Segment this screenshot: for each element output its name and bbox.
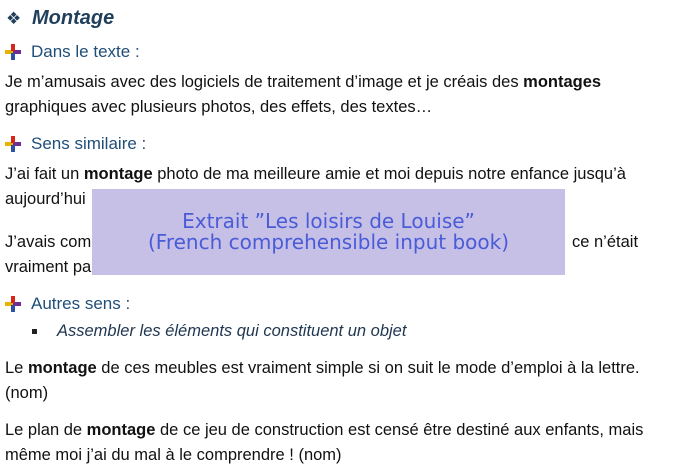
colored-plus-bullet-icon bbox=[5, 44, 22, 60]
square-bullet-icon bbox=[32, 329, 37, 334]
section-heading-label: Sens similaire : bbox=[31, 134, 147, 153]
text-line: J’ai fait un montage photo de ma meilleure amie et moi depuis notre enfance jusqu’à bbox=[5, 165, 626, 183]
text-line: J’avais com bbox=[5, 233, 92, 251]
colored-plus-bullet-icon bbox=[5, 136, 22, 152]
text-line: (nom) bbox=[5, 384, 49, 402]
text-line: même moi j’ai du mal à le comprendre ! (nom) bbox=[5, 446, 342, 464]
section-heading-sens-similaire bbox=[5, 134, 146, 154]
excerpt-overlay-box bbox=[92, 189, 565, 275]
section-heading-dans-le-texte bbox=[5, 42, 140, 62]
title-row bbox=[6, 7, 114, 30]
definition-item bbox=[32, 322, 406, 341]
text-line: vraiment pa bbox=[5, 258, 92, 276]
overlay-line-1: Extrait ”Les loisirs de Louise” bbox=[182, 209, 475, 233]
section-heading-label: Autres sens : bbox=[31, 294, 131, 313]
page-title: Montage bbox=[32, 7, 115, 29]
text-line: Le montage de ces meubles est vraiment simple si on suit le mode d’emploi à la lettre. bbox=[5, 359, 640, 377]
colored-plus-bullet-icon bbox=[5, 296, 22, 312]
text-line: graphiques avec plusieurs photos, des effets, des textes… bbox=[5, 98, 433, 116]
text-line: aujourd’hui bbox=[5, 190, 86, 208]
text-line: Le plan de montage de ce jeu de construction est censé être destiné aux enfants, mais bbox=[5, 421, 644, 439]
overlay-line-2: (French comprehensible input book) bbox=[147, 230, 510, 254]
definition-text: Assembler les éléments qui constituent un objet bbox=[57, 322, 407, 340]
text-line-tail: ce n’était bbox=[572, 233, 639, 251]
section-heading-autres-sens bbox=[5, 294, 130, 314]
diamond-bullet-icon: ❖ bbox=[6, 8, 22, 29]
text-line: Je m’amusais avec des logiciels de traitement d’image et je créais des montages bbox=[5, 73, 602, 91]
section-heading-label: Dans le texte : bbox=[31, 42, 140, 61]
